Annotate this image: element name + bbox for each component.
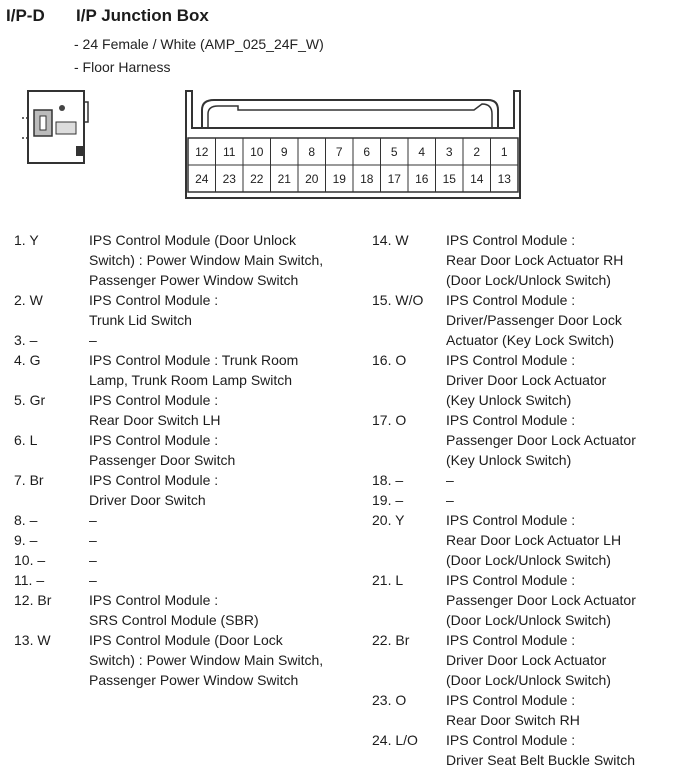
pin-description: IPS Control Module : SRS Control Module (SBR) bbox=[89, 592, 259, 628]
pin-entry bbox=[14, 390, 366, 430]
pin-label: 6. L bbox=[14, 432, 38, 448]
pin-entry bbox=[372, 690, 672, 730]
pin-label: 13. W bbox=[14, 632, 51, 648]
pin-number: 11 bbox=[223, 145, 236, 159]
pin-label: 5. Gr bbox=[14, 392, 46, 408]
pin-description: IPS Control Module : Driver Door Lock Actuator (Key Unlock Switch) bbox=[446, 352, 607, 408]
pin-description: IPS Control Module : Trunk Lid Switch bbox=[89, 292, 219, 328]
connector-face-diagram bbox=[178, 88, 524, 200]
location-diagram bbox=[20, 88, 92, 168]
pin-description: – bbox=[89, 332, 97, 348]
pin-entry bbox=[372, 410, 672, 470]
pin-description: IPS Control Module : Driver/Passenger Door Lock Actuator (Key Lock Switch) bbox=[446, 292, 622, 348]
location-block-inner bbox=[40, 116, 46, 130]
pin-description: IPS Control Module : Rear Door Lock Actuator LH (Door Lock/Unlock Switch) bbox=[446, 512, 622, 568]
pin-label: 17. O bbox=[372, 412, 407, 428]
pin-description: IPS Control Module : Driver Door Lock Actuator (Door Lock/Unlock Switch) bbox=[446, 632, 611, 688]
pin-entry bbox=[14, 590, 366, 630]
pin-label: 3. – bbox=[14, 332, 38, 348]
pin-number: 21 bbox=[277, 172, 291, 186]
pin-label: 24. L/O bbox=[372, 732, 418, 748]
pin-number: 18 bbox=[360, 172, 374, 186]
pin-entry bbox=[372, 510, 672, 570]
pin-entry bbox=[14, 510, 366, 530]
pin-label: 14. W bbox=[372, 232, 409, 248]
pin-label: 8. – bbox=[14, 512, 38, 528]
pin-number: 15 bbox=[442, 172, 456, 186]
connector-code: I/P-D bbox=[6, 6, 45, 25]
pin-label: 19. – bbox=[372, 492, 404, 508]
pin-list-left bbox=[14, 230, 366, 690]
pin-description: IPS Control Module : Driver Seat Belt Buckle Switch bbox=[446, 732, 636, 768]
pin-label: 15. W/O bbox=[372, 292, 424, 308]
pin-description: IPS Control Module : Passenger Door Lock Actuator (Key Unlock Switch) bbox=[446, 412, 636, 468]
pin-label: 16. O bbox=[372, 352, 407, 368]
pin-label: 2. W bbox=[14, 292, 43, 308]
pin-description: IPS Control Module : Rear Door Switch RH bbox=[446, 692, 580, 728]
pin-description: IPS Control Module : Driver Door Switch bbox=[89, 472, 219, 508]
pin-label: 22. Br bbox=[372, 632, 410, 648]
pin-entry bbox=[14, 550, 366, 570]
pin-number: 1 bbox=[500, 145, 508, 159]
pin-number: 12 bbox=[195, 145, 209, 159]
pin-description: IPS Control Module (Door Unlock Switch) : Power Window Main Switch, Passenger Power Window Switch bbox=[89, 232, 324, 288]
pin-description: IPS Control Module : Trunk Room Lamp, Trunk Room Lamp Switch bbox=[89, 352, 299, 388]
pin-entry bbox=[372, 730, 672, 770]
pin-entry bbox=[14, 290, 366, 330]
pin-number: 7 bbox=[335, 145, 343, 159]
connector-spec: - 24 Female / White (AMP_025_24F_W) bbox=[74, 36, 324, 52]
pin-number: 14 bbox=[470, 172, 484, 186]
pin-description: – bbox=[89, 552, 97, 568]
pin-number: 22 bbox=[250, 172, 264, 186]
pin-description: – bbox=[446, 492, 454, 508]
pin-entry bbox=[372, 630, 672, 690]
pin-description: – bbox=[446, 472, 454, 488]
pin-number: 19 bbox=[332, 172, 346, 186]
pin-label: 4. G bbox=[14, 352, 41, 368]
pin-label: 23. O bbox=[372, 692, 407, 708]
pin-number: 8 bbox=[308, 145, 316, 159]
location-module bbox=[56, 122, 76, 134]
pin-description: IPS Control Module (Door Lock Switch) : Power Window Main Switch, Passenger Power Window Switch bbox=[89, 632, 324, 688]
pin-entry bbox=[14, 430, 366, 470]
pin-description: – bbox=[89, 572, 97, 588]
pin-label: 11. – bbox=[14, 572, 45, 588]
pin-number: 3 bbox=[445, 145, 453, 159]
pin-entry bbox=[372, 490, 672, 510]
pin-entry bbox=[372, 470, 672, 490]
pin-label: 10. – bbox=[14, 552, 46, 568]
pin-label: 21. L bbox=[372, 572, 404, 588]
pin-entry bbox=[14, 350, 366, 390]
location-marker bbox=[76, 146, 84, 156]
pin-number: 9 bbox=[280, 145, 288, 159]
pin-label: 12. Br bbox=[14, 592, 52, 608]
pin-description: IPS Control Module : Rear Door Lock Actuator RH (Door Lock/Unlock Switch) bbox=[446, 232, 624, 288]
pin-entry bbox=[14, 470, 366, 510]
pin-entry bbox=[372, 350, 672, 410]
location-dot bbox=[59, 105, 65, 111]
pin-number: 16 bbox=[415, 172, 429, 186]
pin-description: IPS Control Module : Passenger Door Switch bbox=[89, 432, 236, 468]
pin-entry bbox=[372, 230, 672, 290]
pin-number: 24 bbox=[195, 172, 209, 186]
connector-latch-inner bbox=[208, 104, 492, 128]
pin-number: 23 bbox=[222, 172, 236, 186]
pin-label: 1. Y bbox=[14, 232, 39, 248]
pin-entry bbox=[14, 330, 366, 350]
pin-description: IPS Control Module : Rear Door Switch LH bbox=[89, 392, 221, 428]
pin-number: 5 bbox=[390, 145, 398, 159]
harness-name: - Floor Harness bbox=[74, 59, 171, 75]
pin-label: 20. Y bbox=[372, 512, 405, 528]
pin-label: 7. Br bbox=[14, 472, 44, 488]
pin-number: 4 bbox=[418, 145, 426, 159]
connector-latch bbox=[202, 100, 498, 128]
pin-number: 10 bbox=[250, 145, 264, 159]
pin-description: IPS Control Module : Passenger Door Lock Actuator (Door Lock/Unlock Switch) bbox=[446, 572, 636, 628]
pin-entry bbox=[14, 630, 366, 690]
pin-number: 2 bbox=[473, 145, 481, 159]
page-title: I/P Junction Box bbox=[76, 6, 209, 25]
pin-list-right bbox=[372, 230, 672, 770]
pin-number: 6 bbox=[363, 145, 371, 159]
pin-number: 17 bbox=[387, 172, 401, 186]
pin-number: 20 bbox=[305, 172, 319, 186]
pin-entry bbox=[14, 530, 366, 550]
pin-entry bbox=[372, 570, 672, 630]
pin-description: – bbox=[89, 532, 97, 548]
pin-entry bbox=[372, 290, 672, 350]
pin-entry bbox=[14, 570, 366, 590]
pin-label: 9. – bbox=[14, 532, 38, 548]
pin-number: 13 bbox=[497, 172, 511, 186]
pin-entry bbox=[14, 230, 366, 290]
pin-label: 18. – bbox=[372, 472, 404, 488]
pin-description: – bbox=[89, 512, 97, 528]
